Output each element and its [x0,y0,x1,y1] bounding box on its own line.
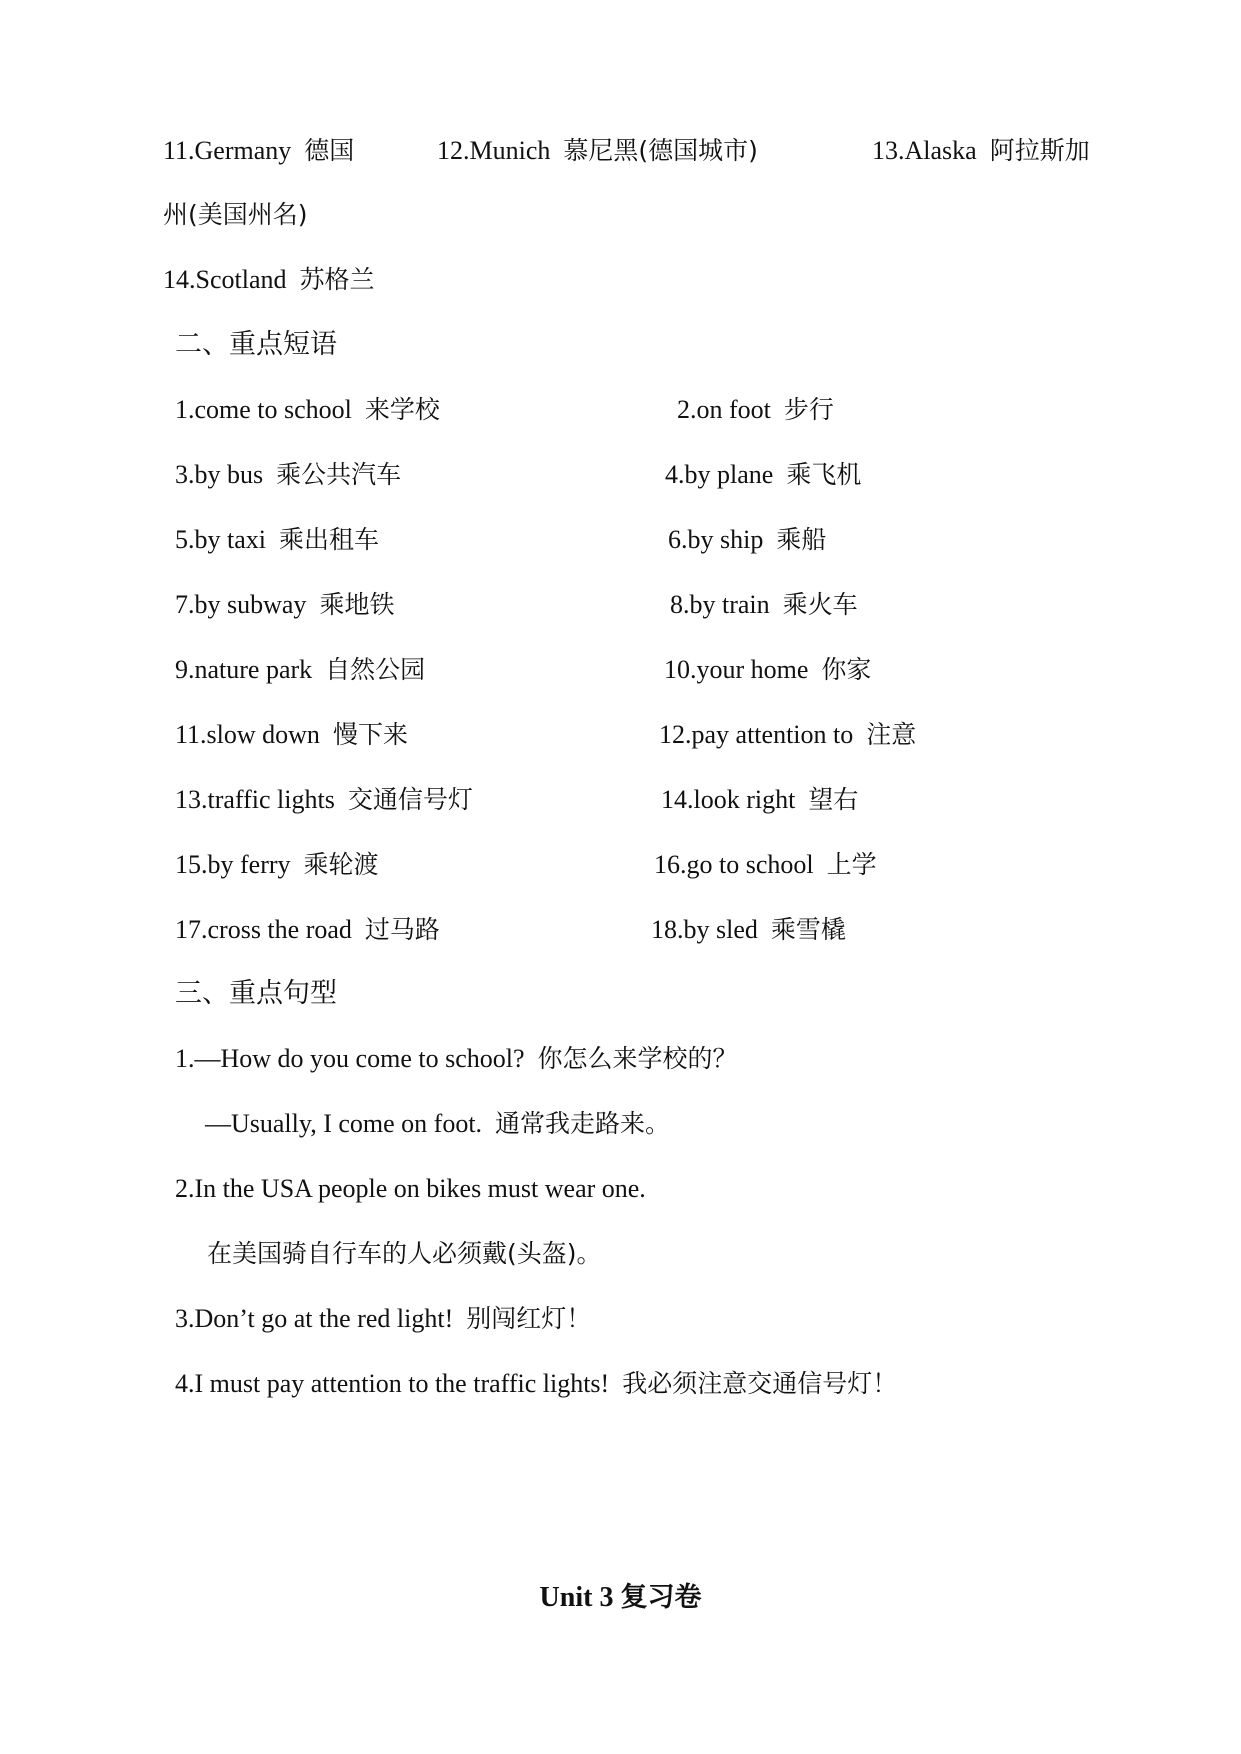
unit-title-zh: 复习卷 [620,1582,702,1613]
vocab-item-12-zh: 慕尼黑(德国城市) [563,136,758,165]
phrase-zh: 乘飞机 [786,460,862,489]
phrase-zh: 你家 [821,655,872,684]
vocab-item-11 [163,134,354,168]
phrase-item [175,783,473,817]
phrase-en: 3.by bus [175,460,264,489]
phrase-en: 13.traffic lights [175,785,335,814]
phrase-zh: 注意 [866,720,917,749]
sentence-4-zh: 我必须注意交通信号灯！ [622,1369,898,1398]
phrase-zh: 自然公园 [325,655,426,684]
phrase-item [665,458,861,492]
phrase-en: 15.by ferry [175,850,291,879]
sentence-2-translation [207,1237,602,1271]
unit-title-en: Unit 3 [539,1582,614,1613]
phrase-en: 7.by subway [175,590,307,619]
vocab-item-13-zh: 阿拉斯加 [989,136,1090,165]
phrase-item [670,588,858,622]
phrase-zh: 乘公共汽车 [276,460,402,489]
vocab-item-14-zh: 苏格兰 [299,265,375,294]
sentence-4-en: 4.I must pay attention to the traffic lights! [175,1369,610,1398]
sentence-4 [175,1367,897,1401]
phrase-en: 14.look right [661,785,796,814]
phrase-item [175,393,440,427]
phrase-en: 16.go to school [654,850,814,879]
phrase-item [677,393,834,427]
sentence-1-reply [205,1107,670,1141]
sentence-1 [175,1042,738,1076]
phrase-zh: 乘地铁 [319,590,395,619]
phrase-zh: 过马路 [364,915,440,944]
unit-title [0,1580,1241,1616]
vocab-item-13-zh-continued: 州(美国州名) [163,200,308,229]
phrase-en: 2.on foot [677,395,771,424]
vocab-item-13-en: 13.Alaska [872,136,977,165]
vocab-item-11-zh: 德国 [304,136,355,165]
sentence-3 [175,1302,591,1336]
phrase-en: 5.by taxi [175,525,266,554]
phrase-zh: 乘火车 [782,590,858,619]
phrase-en: 12.pay attention to [659,720,854,749]
phrase-en: 1.come to school [175,395,352,424]
vocab-item-12 [437,134,758,168]
sentence-2-en: 2.In the USA people on bikes must wear one. [175,1174,646,1203]
phrases-heading: 二、重点短语 [175,329,337,360]
phrase-en: 17.cross the road [175,915,352,944]
phrase-zh: 乘出租车 [279,525,380,554]
phrase-en: 9.nature park [175,655,313,684]
phrase-en: 18.by sled [651,915,758,944]
phrase-zh: 来学校 [364,395,440,424]
phrase-zh: 乘雪橇 [770,915,846,944]
phrase-zh: 乘轮渡 [303,850,379,879]
sentence-3-en: 3.Don’t go at the red light! [175,1304,454,1333]
sentence-3-zh: 别闯红灯！ [466,1304,592,1333]
phrase-item [175,913,440,947]
phrase-item [175,458,401,492]
phrase-item [659,718,916,752]
phrase-item [175,653,425,687]
phrase-item [661,783,858,817]
phrase-zh: 步行 [783,395,834,424]
sentence-1-reply-zh: 通常我走路来。 [495,1109,671,1138]
vocab-item-11-en: 11.Germany [163,136,292,165]
vocab-item-14-en: 14.Scotland [163,265,287,294]
phrase-en: 8.by train [670,590,770,619]
vocab-item-13-continued [163,198,308,232]
phrase-item [175,588,394,622]
phrase-en: 10.your home [664,655,809,684]
phrase-en: 4.by plane [665,460,774,489]
phrase-zh: 慢下来 [332,720,408,749]
phrase-item [654,848,877,882]
phrase-zh: 望右 [808,785,859,814]
phrase-en: 6.by ship [668,525,764,554]
vocab-item-12-en: 12.Munich [437,136,551,165]
sentence-2-zh: 在美国骑自行车的人必须戴(头盔)。 [207,1239,602,1268]
phrase-item [664,653,871,687]
sentences-heading: 三、重点句型 [175,978,337,1009]
phrase-zh: 上学 [826,850,877,879]
phrase-item [651,913,846,947]
vocab-item-13 [872,134,1090,168]
vocab-item-14 [163,263,375,297]
phrase-en: 11.slow down [175,720,320,749]
sentence-1-zh: 你怎么来学校的？ [537,1044,738,1073]
sentence-1-reply-en: —Usually, I come on foot. [205,1109,483,1138]
phrase-zh: 乘船 [776,525,827,554]
sentence-1-en: 1.—How do you come to school? [175,1044,525,1073]
phrase-item [175,848,379,882]
phrase-item [668,523,826,557]
phrase-item [175,718,408,752]
phrase-zh: 交通信号灯 [347,785,473,814]
phrase-item [175,523,379,557]
sentence-2 [175,1172,646,1206]
